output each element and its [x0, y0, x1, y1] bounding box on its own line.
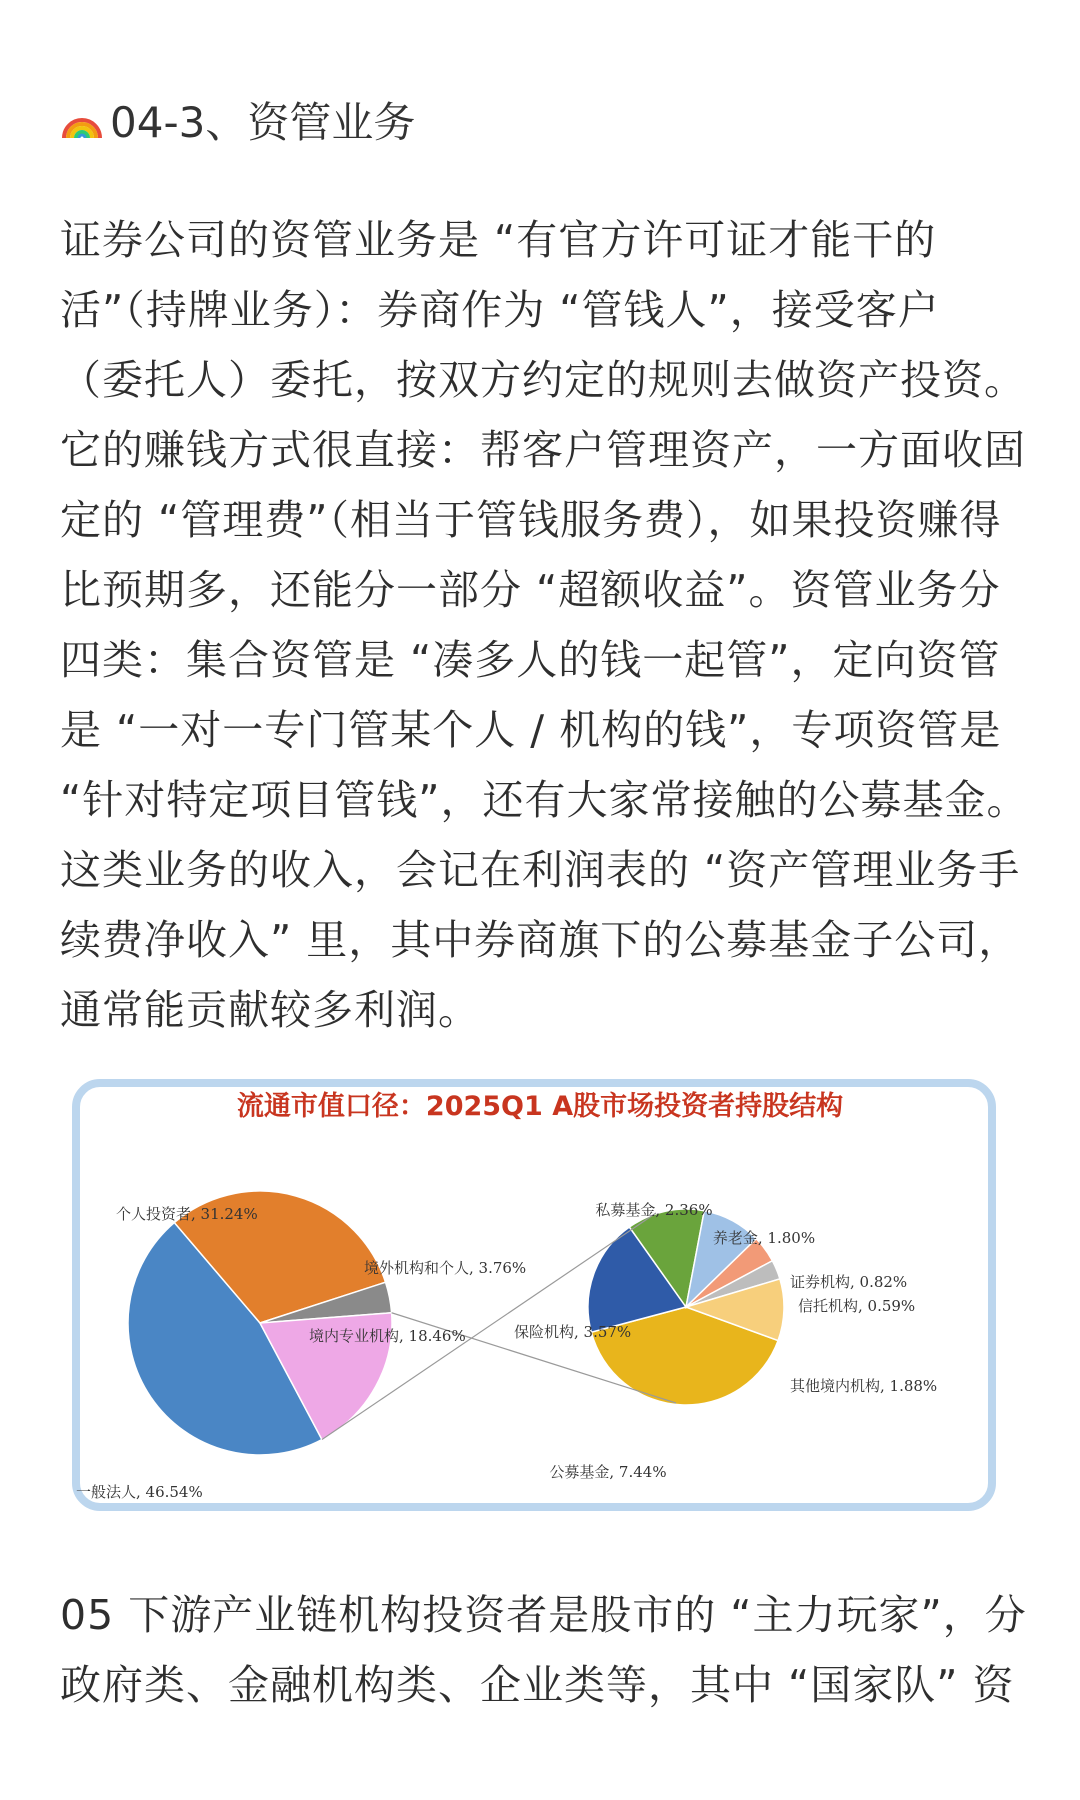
- rainbow-icon: [60, 98, 104, 142]
- breakdown-pie-label: 私募基金, 2.36%: [595, 1201, 713, 1219]
- paragraph-line: 续费净收入” 里，其中券商旗下的公募基金子公司，: [60, 916, 1021, 964]
- breakdown-pie-label: 公募基金, 7.44%: [549, 1463, 667, 1481]
- paragraph-line: 政府类、金融机构类、企业类等，其中 “国家队” 资: [60, 1661, 1015, 1709]
- breakdown-pie-label: 养老金, 1.80%: [712, 1229, 816, 1247]
- paragraph-line: 通常能贡献较多利润。: [60, 986, 480, 1034]
- paragraph-line: 是 “一对一专门管某个人 / 机构的钱”，专项资管是: [60, 706, 1002, 754]
- paragraph-line: 05 下游产业链机构投资者是股市的 “主力玩家”，分: [60, 1591, 1027, 1639]
- paragraph-line: 活”（持牌业务）：券商作为 “管钱人”，接受客户: [60, 286, 940, 334]
- paragraph-line: 比预期多，还能分一部分 “超额收益”。资管业务分: [60, 566, 1001, 614]
- chart-title: 流通市值口径：2025Q1 A股市场投资者持股结构: [236, 1091, 844, 1122]
- main-pie-label: 一般法人, 46.54%: [76, 1483, 203, 1501]
- heading-text: 04-3、资管业务: [110, 98, 416, 147]
- body-paragraph-2: [60, 1580, 1026, 1720]
- paragraph-line: 这类业务的收入，会记在利润表的 “资产管理业务手: [60, 846, 1021, 894]
- main-pie-label: 个人投资者, 31.24%: [116, 1205, 258, 1223]
- breakdown-pie-label: 保险机构, 3.57%: [514, 1323, 632, 1341]
- breakdown-pie-label: 证券机构, 0.82%: [790, 1273, 908, 1291]
- body-paragraph: [60, 205, 1029, 1045]
- paragraph-line: “针对特定项目管钱”，还有大家常接触的公募基金。: [60, 776, 1029, 824]
- paragraph-line: 定的 “管理费”（相当于管钱服务费），如果投资赚得: [60, 496, 1002, 544]
- paragraph-line: （委托人）委托，按双方约定的规则去做资产投资。: [60, 356, 1026, 404]
- breakdown-pie-label: 其他境内机构, 1.88%: [790, 1377, 938, 1395]
- main-pie-label: 境外机构和个人, 3.76%: [364, 1259, 527, 1277]
- section-heading: [60, 92, 415, 148]
- breakdown-pie-label: 信托机构, 0.59%: [798, 1297, 916, 1315]
- paragraph-line: 四类：集合资管是 “凑多人的钱一起管”，定向资管: [60, 636, 1001, 684]
- paragraph-line: 证券公司的资管业务是 “有官方许可证才能干的: [60, 216, 937, 264]
- pie-chart: [64, 1075, 1016, 1523]
- paragraph-line: 它的赚钱方式很直接：帮客户管理资产，一方面收固: [60, 426, 1026, 474]
- main-pie-label: 境内专业机构, 18.46%: [309, 1327, 466, 1345]
- chart-image: [64, 1075, 1016, 1523]
